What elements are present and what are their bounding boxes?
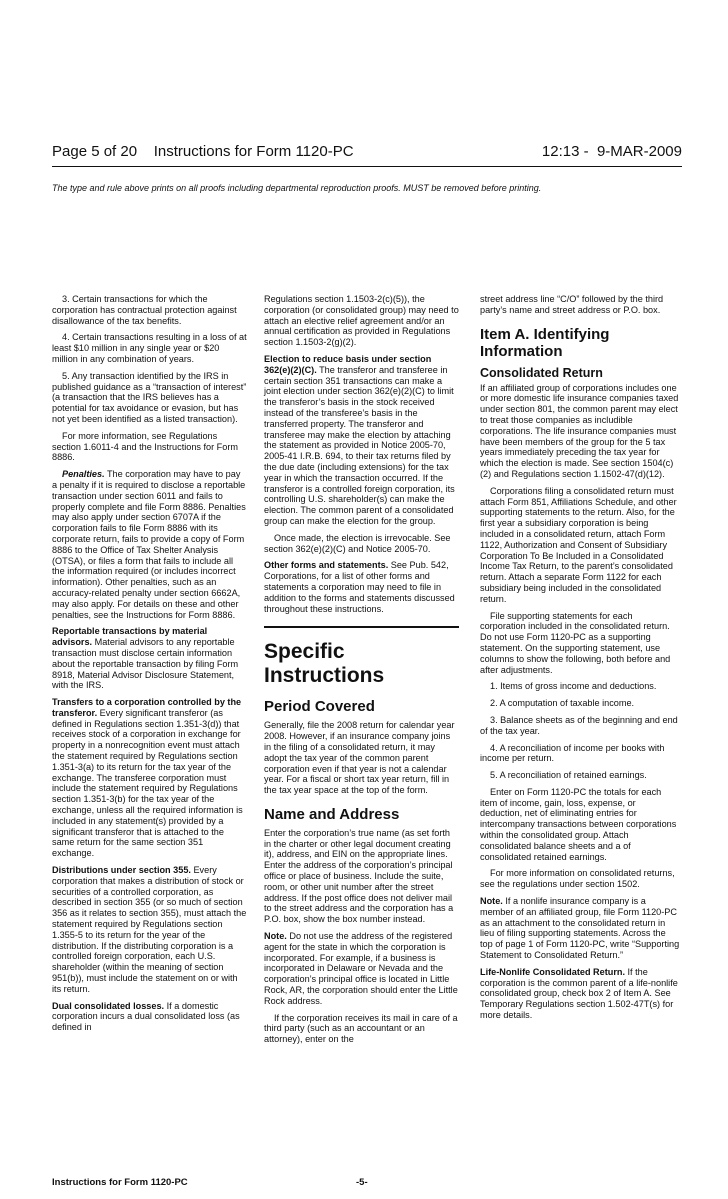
note-paragraph [480, 896, 680, 961]
header-title: Instructions for Form 1120-PC [153, 143, 354, 160]
header-rule [52, 166, 682, 167]
run-in-heading: Distributions under section 355. [52, 865, 191, 876]
paragraph: 5. Any transaction identified by the IRS in published guidance as a “transaction of interest” (a transaction that the IRS believes has a potential for tax avoidance or evasion, but has not yet been identified as a listed transaction). [52, 370, 247, 424]
list-item: 3. Balance sheets as of the beginning and end of the tax year. [480, 714, 678, 736]
paragraph: Enter on Form 1120-PC the totals for each item of income, gain, loss, expense, or deduction, net of eliminating entries for intercompany transactions between corporations within the consolidated group. Attach consolidated balance sheets and a of consolidated retained earnings. [480, 786, 677, 862]
transfers-paragraph [52, 697, 247, 859]
run-in-heading: Election to reduce basis under section 362(e)(2)(C). [264, 353, 432, 375]
other-paragraph [264, 560, 459, 614]
paragraph: 3. Certain transactions for which the corporation has contractual protection against disallowance of the tax benefits. [52, 294, 237, 326]
dual-paragraph [52, 1001, 247, 1033]
paragraph-body: The transferor and transferee in certain section 351 transactions can make a joint election under section 362(e)(2)(C) to limit the transferor’s basis in the stock received instead of the transferee’s basis in the transferred property. The transferor and transferee may make the election by attaching the statement as provided in Notice 2005-70, 2005-41 I.R.B. 694, to their tax returns filed by the due date (including extensions) for the tax year in which the transaction occurred. If the transferor is a controlled foreign corporation, its controlling U.S. shareholder(s) can make the election. The common parent of a consolidated group can make the election for the group. [264, 364, 455, 526]
column-1 [52, 294, 247, 1039]
name-address-heading: Name and Address [264, 805, 400, 823]
page-header [52, 143, 682, 165]
distributions-paragraph [52, 865, 247, 995]
column-3 [480, 294, 680, 1027]
paragraph: For more information on consolidated returns, see the regulations under section 1502. [480, 868, 675, 890]
run-in-heading: Life-Nonlife Consolidated Return. [480, 966, 625, 977]
paragraph: 4. Certain transactions resulting in a loss of at least $10 million in any single year or $20 million in any combination of years. [52, 332, 247, 364]
header-timestamp: 12:13 - 9-MAR-2009 [541, 143, 682, 160]
run-in-heading: Transfers to a corporation controlled by the transferor. [52, 697, 242, 718]
paragraph-body: If a nonlife insurance company is a member of an affiliated group, file Form 1120-PC as an attachment to the consolidated return in lieu of filing supporting statements. Across the top of page 1 of Form 1120-PC, write “Supporting Statement to Consolidated Return.” [480, 896, 680, 961]
paragraph-body: The corporation may have to pay a penalty if it is required to disclose a reportable transaction under section 6011 and fails to properly complete and file Form 8886. Penalties may also apply under section 6707A if the corporation fails to file Form 8886 with its corporate return, fails to provide a copy of Form 8886 to the Office of Tax Shelter Analysis (OTSA), or files a form that fails to include all the information required (or includes incorrect information). Other penalties, such as an accuracy-related penalty under section 6662A, may also apply. For details on these and other penalties, see the Instructions for Form 8886. [52, 469, 246, 620]
run-in-heading: Other forms and statements. [264, 560, 389, 571]
penalties-paragraph [52, 469, 247, 620]
column-2 [264, 294, 459, 1051]
election-paragraph [264, 354, 459, 527]
header-left [52, 143, 354, 160]
paragraph-body: If a domestic corporation incurs a dual consolidated loss (as defined in [52, 1000, 240, 1033]
proof-note: The type and rule above prints on all proofs including departmental reproduction proofs. MUST be removed before printing. [52, 183, 542, 193]
run-in-heading: Reportable transactions by material advisors. [52, 626, 208, 648]
run-in-heading: Note. [480, 896, 503, 907]
paragraph: If the corporation receives its mail in care of a third party (such as an accountant or an attorney), enter on the [264, 1012, 458, 1045]
paragraph-body: Do not use the address of the registered agent for the state in which the corporation is incorporated. For example, if a business is incorporated in Delaware or Nevada and the corporation’s principal office is located in Little Rock, AR, the corporation should enter the Little Rock address. [264, 931, 458, 1006]
list-item: 2. A computation of taxable income. [490, 698, 635, 709]
paragraph-body: Every corporation that makes a distribution of stock or securities of a controlled corporation, as described in section 355 (or so much of section 356 as it relates to section 355), must attach the statement required by Regulations section 1.355-5 to its return for the year of the distribution. If the distributing corporation is a controlled foreign corporation, each U.S. shareholder (within the meaning of section 951(b)), must include the statement on or with its return. [52, 865, 247, 994]
paragraph-body: If the corporation is the common parent of a life-nonlife consolidated group, check box 2 of Item A. See Temporary Regulations section 1.502-47T(s) for more details. [480, 966, 678, 1021]
paragraph-body: Every significant transferor (as defined in Regulations section 1.351-3(d)) that receives stock of a corporation in exchange for property in a nonrecognition event must attach the statement required by Regulations section 1.351-3(a) to its return for the tax year of the exchange. The transferee corporation must include the statement required by Regulations section 1.351-3(b) for the tax year of the exchange, unless all the required information is included in any statement(s) provided by a significant transferor that is attached to the same return for the same section 351 exchange. [52, 707, 243, 859]
life-nonlife-paragraph [480, 967, 680, 1021]
specific-instructions-title: Specific Instructions [264, 640, 385, 688]
paragraph: For more information, see Regulations section 1.6011-4 and the Instructions for Form 8886. [52, 430, 238, 463]
run-in-heading: Note. [264, 931, 287, 942]
paragraph: street address line “C/O” followed by the third party’s name and street address or P.O. box. [480, 294, 664, 315]
note-paragraph [264, 931, 459, 1007]
run-in-heading: Penalties. [62, 469, 105, 480]
paragraph: If an affiliated group of corporations includes one or more domestic life insurance companies taxed under section 801, the common parent may elect to treat those companies as includible corporations. The life insurance companies must have been members of the group for the 5 tax years immediately preceding the tax year for which the election is made. See section 1504(c)(2) and Regulations section 1.1502-47(d)(12). [480, 382, 679, 479]
paragraph: Once made, the election is irrevocable. See section 362(e)(2)(C) and Notice 2005-70. [264, 532, 451, 554]
footer-title: Instructions for Form 1120-PC [52, 1177, 188, 1188]
list-item: 5. A reconciliation of retained earnings. [490, 770, 647, 781]
consolidated-return-heading: Consolidated Return [480, 365, 603, 380]
paragraph: File supporting statements for each corporation included in the consolidated return. Do not use Form 1120-PC as a supporting statement. On the supporting statement, use columns to show the following, both before and after adjustments. [480, 610, 671, 675]
page-label: Page 5 of 20 [52, 143, 138, 160]
paragraph: Enter the corporation’s true name (as set forth in the charter or other legal document creating it), address, and EIN on the appropriate lines. Enter the address of the corporation’s principal office or place of business. Include the suite, room, or other unit number after the street address. If the post office does not deliver mail to the street address and the corporation has a P.O. box, show the box number instead. [264, 827, 454, 925]
footer-page-number: -5- [356, 1177, 368, 1188]
section-rule [264, 626, 459, 628]
list-item: 4. A reconciliation of income per books with income per return. [480, 742, 665, 764]
reportable-paragraph [52, 626, 247, 691]
paragraph: Regulations section 1.1503-2(c)(5)), the corporation (or consolidated group) may need to attach an elective relief agreement and/or an annual certification as provided in Regulations section 1.1503-2(g)(2). [264, 294, 459, 348]
paragraph-body: See Pub. 542, Corporations, for a list of other forms and statements a corporation may need to file in addition to the forms and statements discussed throughout these instructions. [264, 560, 455, 614]
period-covered-heading: Period Covered [264, 698, 375, 716]
paragraph: Corporations filing a consolidated return must attach Form 851, Affiliations Schedule, and other supporting statements to the return. Also, for the first year a subsidiary corporation is being included in a consolidated return, attach Form 1122, Authorization and Consent of Subsidiary Corporation To Be Included in a Consolidated Income Tax Return, to the parent’s consolidated return. Attach a separate Form 1122 for each subsidiary being included in the consolidated return. [480, 485, 677, 604]
paragraph: Generally, file the 2008 return for calendar year 2008. However, if an insurance company joins in the filing of a consolidated return, it may adopt the tax year of the common parent corporation even if that year is not a calendar year. For a fiscal or short tax year return, fill in the tax year space at the top of the form. [264, 720, 455, 796]
paragraph-body: Material advisors to any reportable transaction must disclose certain information about the reportable transaction by filing Form 8918, Material Advisor Disclosure Statement, with the IRS. [52, 637, 239, 691]
list-item: 1. Items of gross income and deductions. [490, 681, 657, 692]
item-a-heading: Item A. Identifying Information [480, 325, 610, 360]
run-in-heading: Dual consolidated losses. [52, 1000, 165, 1011]
